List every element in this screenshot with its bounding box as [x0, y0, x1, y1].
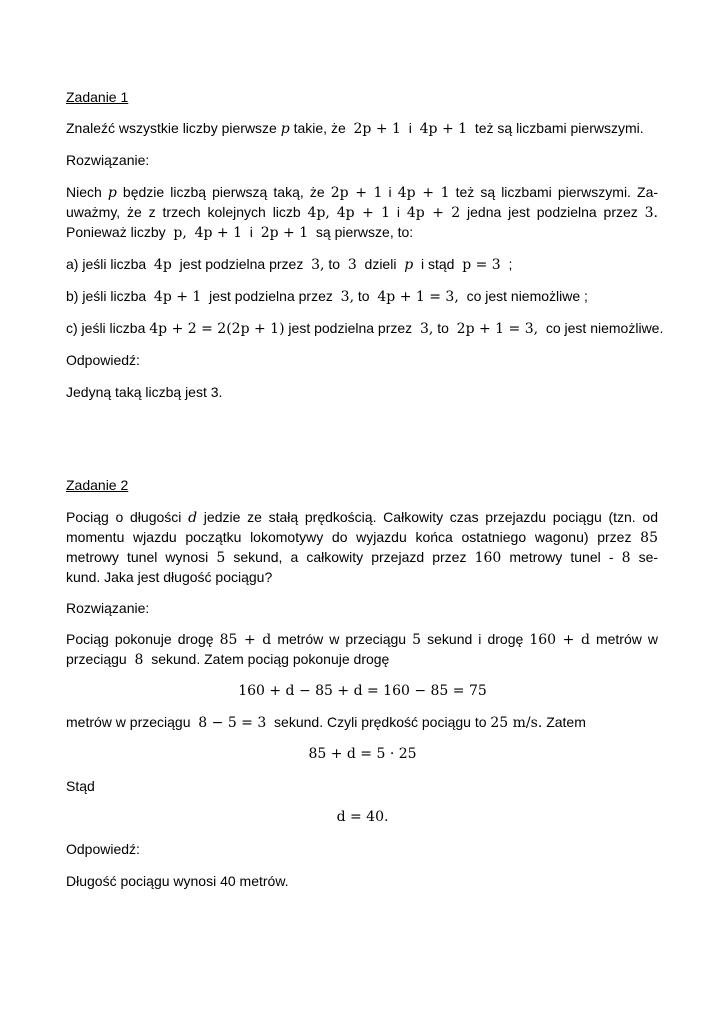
task2-statement-line-1: Pociąg o długości d jedzie ze stałą prędkością. Całkowity czas przejazdu pociągu (tzn. od: [66, 509, 658, 526]
task2-solution-line-3: metrów w przeciągu 8 − 5 = 3 sekund. Czyli prędkość pociągu to 25 m/s. Zatem: [66, 714, 586, 731]
task1-case-b: b) jeśli liczba 4p + 1 jest podzielna przez 3, to 4p + 1 = 3, co jest niemożliwe ;: [66, 288, 588, 305]
task1-answer: Jedyną taką liczbą jest 3.: [66, 384, 223, 400]
task1-answer-label: Odpowiedź:: [66, 352, 140, 368]
task2-answer: Długość pociągu wynosi 40 metrów.: [66, 873, 289, 889]
task2-title: Zadanie 2: [66, 477, 129, 493]
task2-statement-line-4: kund. Jaka jest długość pociągu?: [66, 569, 273, 585]
task2-equation-1: 160 + d − 85 + d = 160 − 85 = 75: [238, 683, 487, 699]
task1-solution-line-2: uważmy, że z trzech kolejnych liczb 4p, 4p + 1 i 4p + 2 jedna jest podzielna przez 3.: [66, 204, 658, 221]
task1-statement: Znaleźć wszystkie liczby pierwsze p takie, że 2p + 1 i 4p + 1 też są liczbami pierwszymi.: [66, 120, 644, 137]
task2-solution-label: Rozwiązanie:: [66, 600, 150, 616]
task2-equation-2: 85 + d = 5 · 25: [308, 746, 417, 762]
task2-solution-line-1: Pociąg pokonuje drogę 85 + d metrów w przeciągu 5 sekund i drogę 160 + d metrów w: [66, 631, 659, 648]
task2-answer-label: Odpowiedź:: [66, 841, 140, 857]
task1-solution-line-1: Niech p będzie liczbą pierwszą taką, że 2p + 1 i 4p + 1 też są liczbami pierwszymi. Za-: [66, 184, 659, 201]
task2-equation-3: d = 40.: [336, 809, 389, 825]
task1-case-a: a) jeśli liczba 4p jest podzielna przez 3, to 3 dzieli p i stąd p = 3 ;: [66, 256, 513, 273]
task1-case-c: c) jeśli liczba 4p + 2 = 2(2p + 1) jest podzielna przez 3, to 2p + 1 = 3, co jest niemożliwe.: [66, 320, 664, 337]
task2-statement-line-3: metrowy tunel wynosi 5 sekund, a całkowity przejazd przez 160 metrowy tunel - 8 se-: [66, 549, 659, 566]
task2-statement-line-2: momentu wjazdu początku lokomotywy do wyjazdu końca ostatniego wagonu) przez 85: [66, 529, 658, 546]
task2-solution-line-2: przeciągu 8 sekund. Zatem pociąg pokonuje drogę: [66, 651, 390, 668]
task2-stad: Stąd: [66, 778, 95, 794]
task1-solution-label: Rozwiązanie:: [66, 152, 150, 168]
task1-title: Zadanie 1: [66, 89, 129, 105]
task1-solution-line-3: Ponieważ liczby p, 4p + 1 i 2p + 1 są pierwsze, to:: [66, 224, 414, 241]
